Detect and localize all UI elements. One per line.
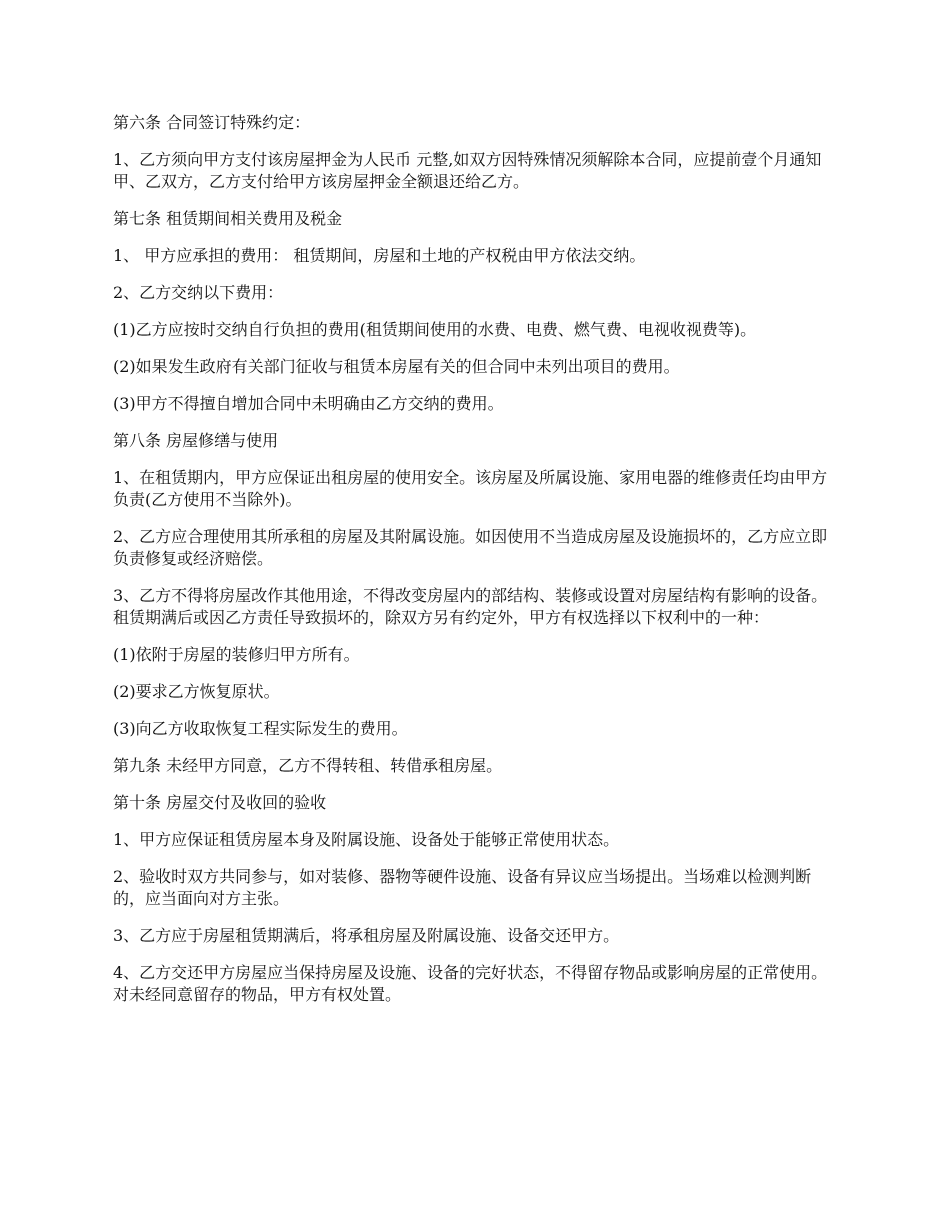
article-8-item-3: (3)向乙方收取恢复工程实际发生的费用。: [113, 719, 408, 738]
article-9-heading: 第九条 未经甲方同意，乙方不得转租、转借承租房屋。: [113, 756, 503, 775]
document-page: [113, 112, 843, 1021]
article-8-clause-3: 3、乙方不得将房屋改作其他用途，不得改变房屋内的部结构、装修或设置对房屋结构有影响的设备。租赁期满后或因乙方责任导致损坏的，除双方另有约定外，甲方有权选择以下权利中的一种：: [113, 586, 828, 627]
article-6-heading: 第六条 合同签订特殊约定：: [113, 113, 311, 132]
article-10-clause-1: 1、甲方应保证租赁房屋本身及附属设施、设备处于能够正常使用状态。: [113, 830, 620, 849]
article-8-item-1: (1)依附于房屋的装修归甲方所有。: [113, 645, 360, 664]
article-7-clause-1: 1、 甲方应承担的费用： 租赁期间，房屋和土地的产权税由甲方依法交纳。: [113, 246, 646, 265]
article-7-item-3: (3)甲方不得擅自增加合同中未明确由乙方交纳的费用。: [113, 394, 504, 413]
article-7-clause-2: 2、乙方交纳以下费用：: [113, 283, 284, 302]
article-7-item-1: (1)乙方应按时交纳自行负担的费用(租赁期间使用的水费、电费、燃气费、电视收视费等)。: [113, 320, 757, 339]
article-8-clause-2: 2、乙方应合理使用其所承租的房屋及其附属设施。如因使用不当造成房屋及设施损坏的，乙方应立即负责修复或经济赔偿。: [113, 527, 828, 568]
article-10-clause-3: 3、乙方应于房屋租赁期满后，将承租房屋及附属设施、设备交还甲方。: [113, 926, 620, 945]
article-8-item-2: (2)要求乙方恢复原状。: [113, 682, 280, 701]
article-7-item-2: (2)如果发生政府有关部门征收与租赁本房屋有关的但合同中未列出项目的费用。: [113, 357, 680, 376]
article-10-clause-2: 2、验收时双方共同参与，如对装修、器物等硬件设施、设备有异议应当场提出。当场难以检测判断的，应当面向对方主张。: [113, 867, 812, 908]
article-8-clause-1: 1、在租赁期内，甲方应保证出租房屋的使用安全。该房屋及所属设施、家用电器的维修责任均由甲方负责(乙方使用不当除外)。: [113, 468, 828, 509]
article-10-clause-4: 4、乙方交还甲方房屋应当保持房屋及设施、设备的完好状态，不得留存物品或影响房屋的正常使用。对未经同意留存的物品，甲方有权处置。: [113, 963, 828, 1004]
article-8-heading: 第八条 房屋修缮与使用: [113, 431, 279, 450]
article-10-heading: 第十条 房屋交付及收回的验收: [113, 793, 327, 812]
article-7-heading: 第七条 租赁期间相关费用及税金: [113, 209, 343, 228]
article-6-clause-1: 1、乙方须向甲方支付该房屋押金为人民币 元整,如双方因特殊情况须解除本合同，应提前壹个月通知甲、乙双方，乙方支付给甲方该房屋押金全额退还给乙方。: [113, 150, 822, 191]
